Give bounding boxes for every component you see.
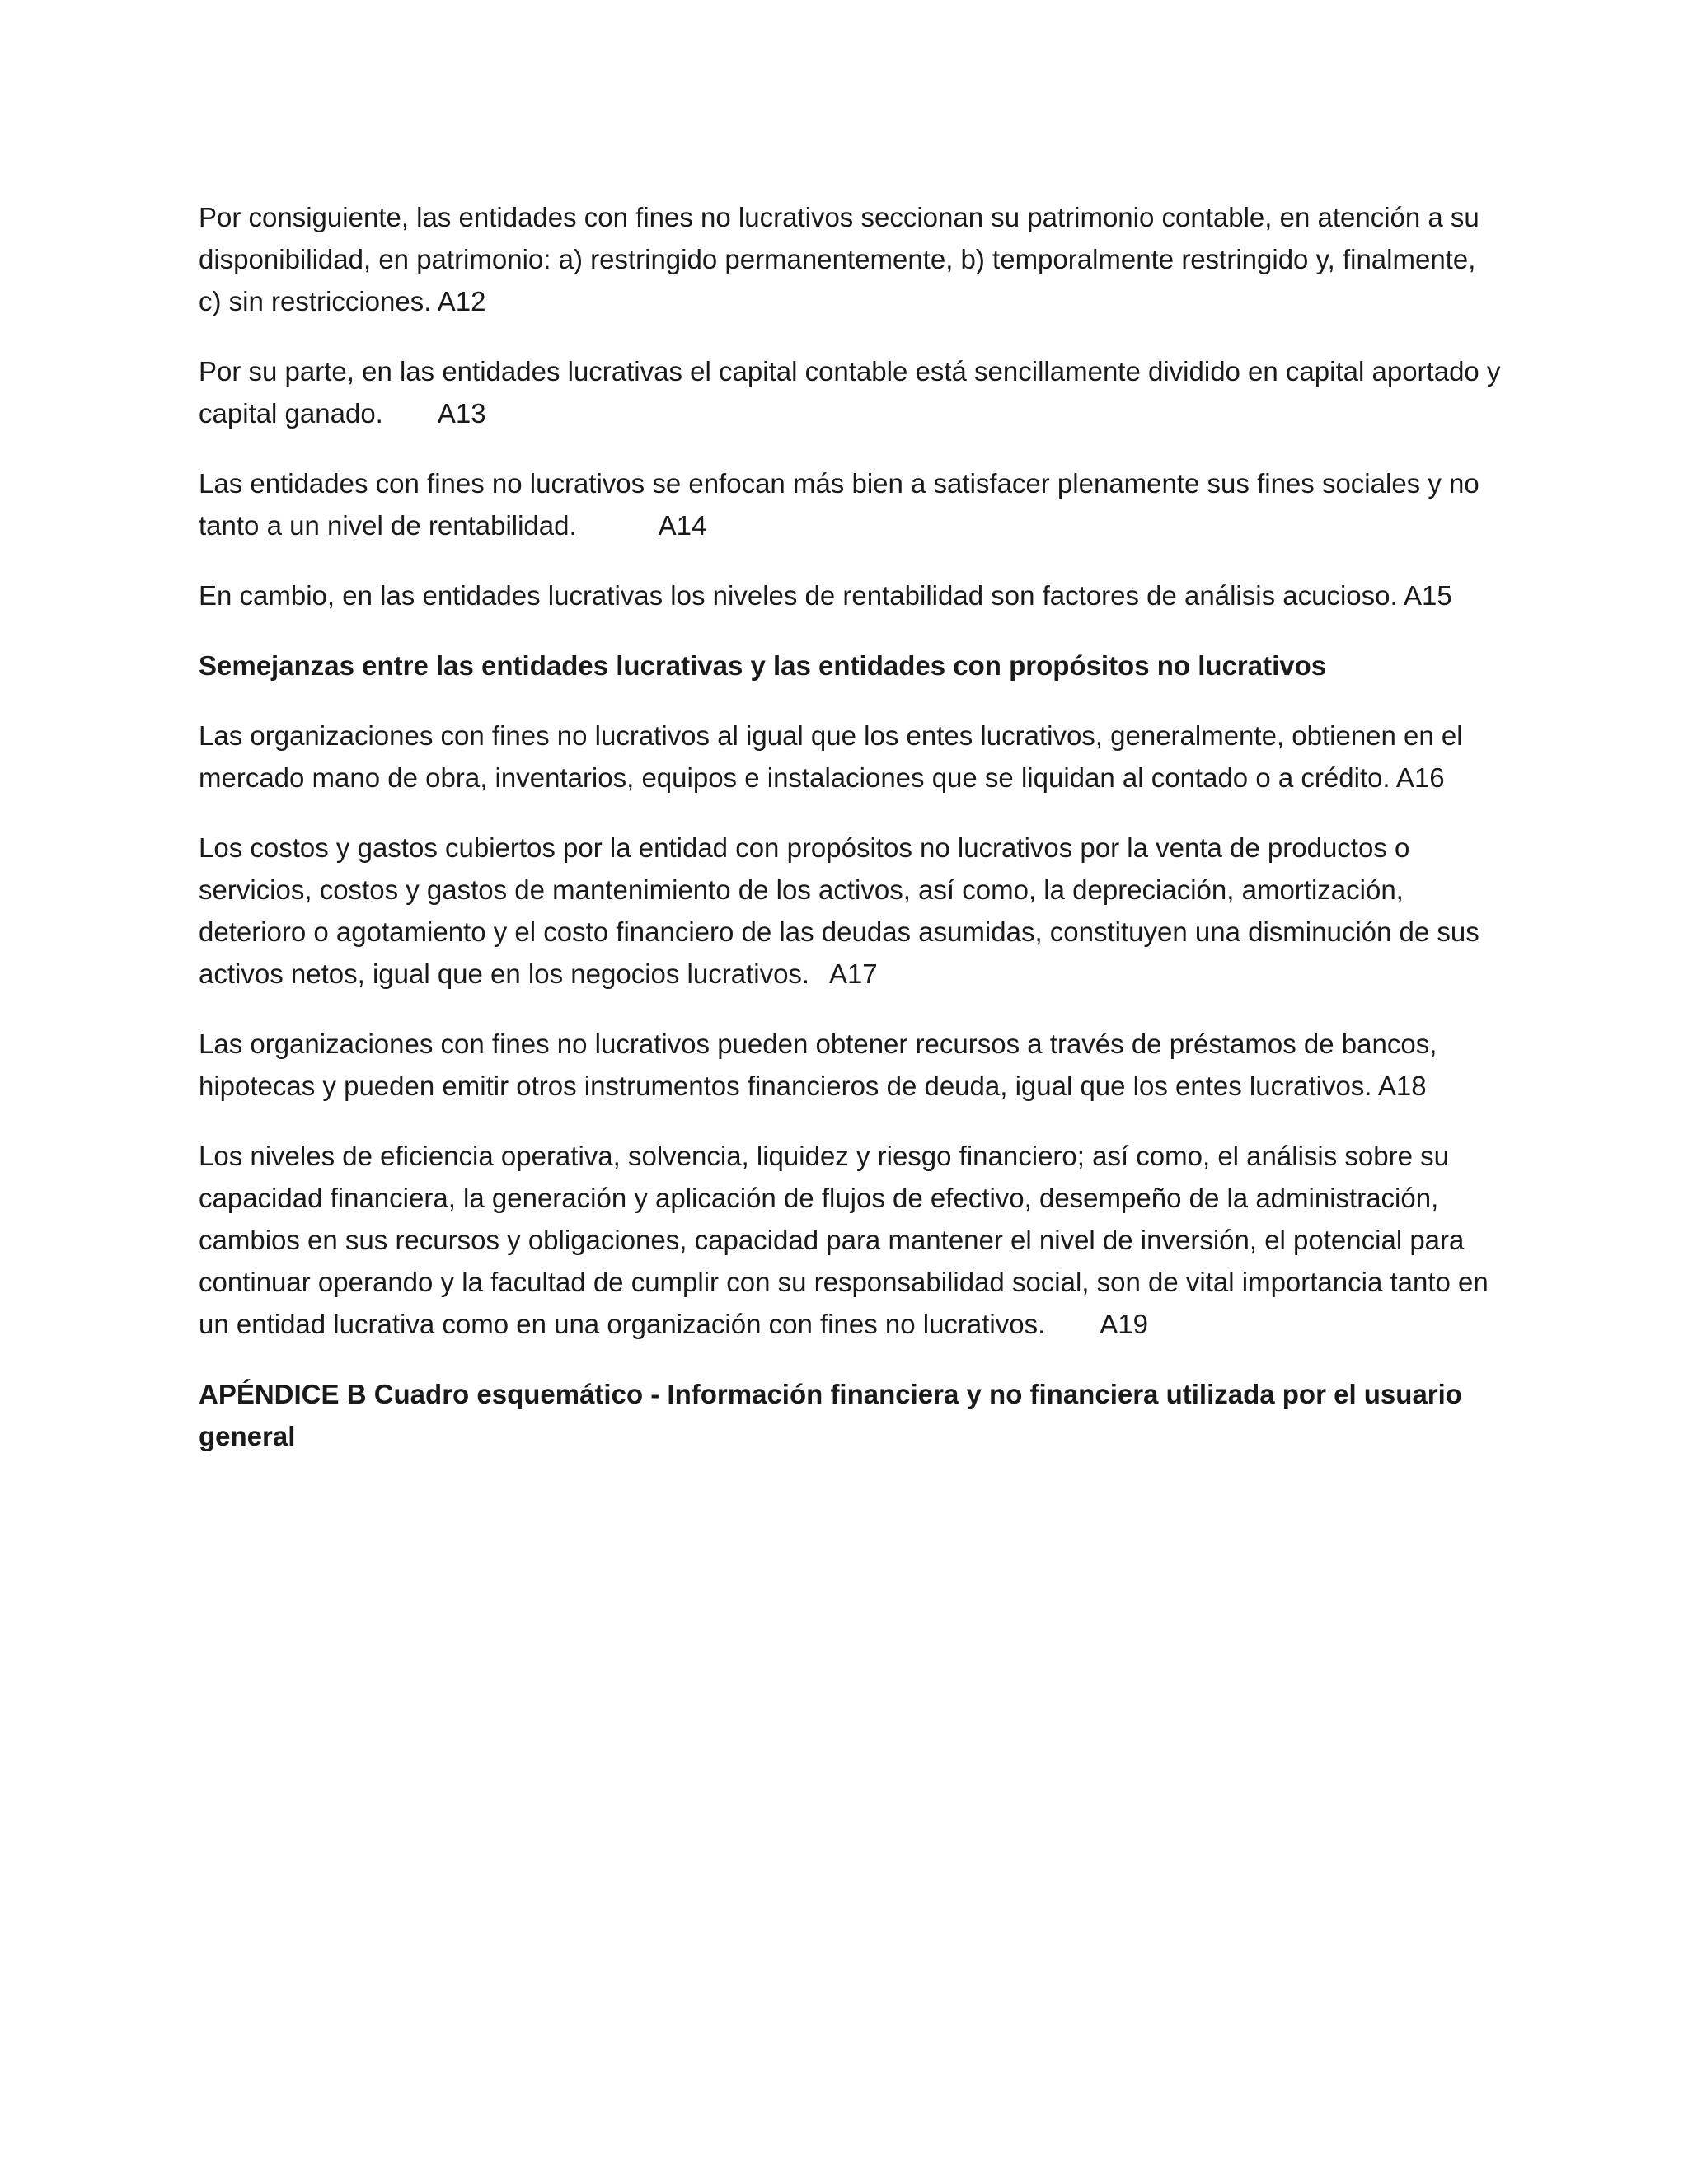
- paragraph-patrimonio: Por consiguiente, las entidades con fines no lucrativos seccionan su patrimonio contable, en atención a su disponibilidad, en patrimonio: a) restringido permanentemente, b) temporalmente restringido y, finalmente, c) sin restricciones. A12: [199, 202, 1487, 316]
- paragraph-capital-contable: Por su parte, en las entidades lucrativas el capital contable está sencillamente dividido en capital aportado y capital ganado. A13: [199, 356, 1508, 429]
- paragraph-niveles-eficiencia: Los niveles de eficiencia operativa, solvencia, liquidez y riesgo financiero; así como, el análisis sobre su capacidad financiera, la generación y aplicación de flujos de efectivo, desempeño de la administración, cambios en sus recursos y obligaciones, capacidad para mantener el nivel de inversión, el potencial para continuar operando y la facultad de cumplir con su responsabilidad social, son de vital importancia tanto en un entidad lucrativa como en una organización con fines no lucrativos. A19: [199, 1141, 1496, 1339]
- document-body: [199, 196, 1508, 1485]
- paragraph-fines-sociales: Las entidades con fines no lucrativos se enfocan más bien a satisfacer plenamente sus fines sociales y no tanto a un nivel de rentabilidad. A14: [199, 468, 1487, 541]
- paragraph-costos-gastos: Los costos y gastos cubiertos por la entidad con propósitos no lucrativos por la venta de productos o servicios, costos y gastos de mantenimiento de los activos, así como, la depreciación, amortización, deterioro o agotamiento y el costo financiero de las deudas asumidas, constituyen una disminución de sus activos netos, igual que en los negocios lucrativos. A17: [199, 832, 1487, 989]
- paragraph-prestamos: Las organizaciones con fines no lucrativos pueden obtener recursos a través de préstamos de bancos, hipotecas y pueden emitir otros instrumentos financieros de deuda, igual que los entes lucrativos. A18: [199, 1029, 1445, 1101]
- paragraph-rentabilidad: En cambio, en las entidades lucrativas los niveles de rentabilidad son factores de análisis acucioso. A15: [199, 580, 1452, 611]
- section-heading-apendice-b: APÉNDICE B Cuadro esquemático - Información financiera y no financiera utilizada por el usuario general: [199, 1379, 1462, 1451]
- paragraph-mercado: Las organizaciones con fines no lucrativos al igual que los entes lucrativos, generalmente, obtienen en el mercado mano de obra, inventarios, equipos e instalaciones que se liquidan al contado o a crédito. A16: [199, 720, 1470, 793]
- section-heading-semejanzas: Semejanzas entre las entidades lucrativas y las entidades con propósitos no lucrativos: [199, 650, 1327, 681]
